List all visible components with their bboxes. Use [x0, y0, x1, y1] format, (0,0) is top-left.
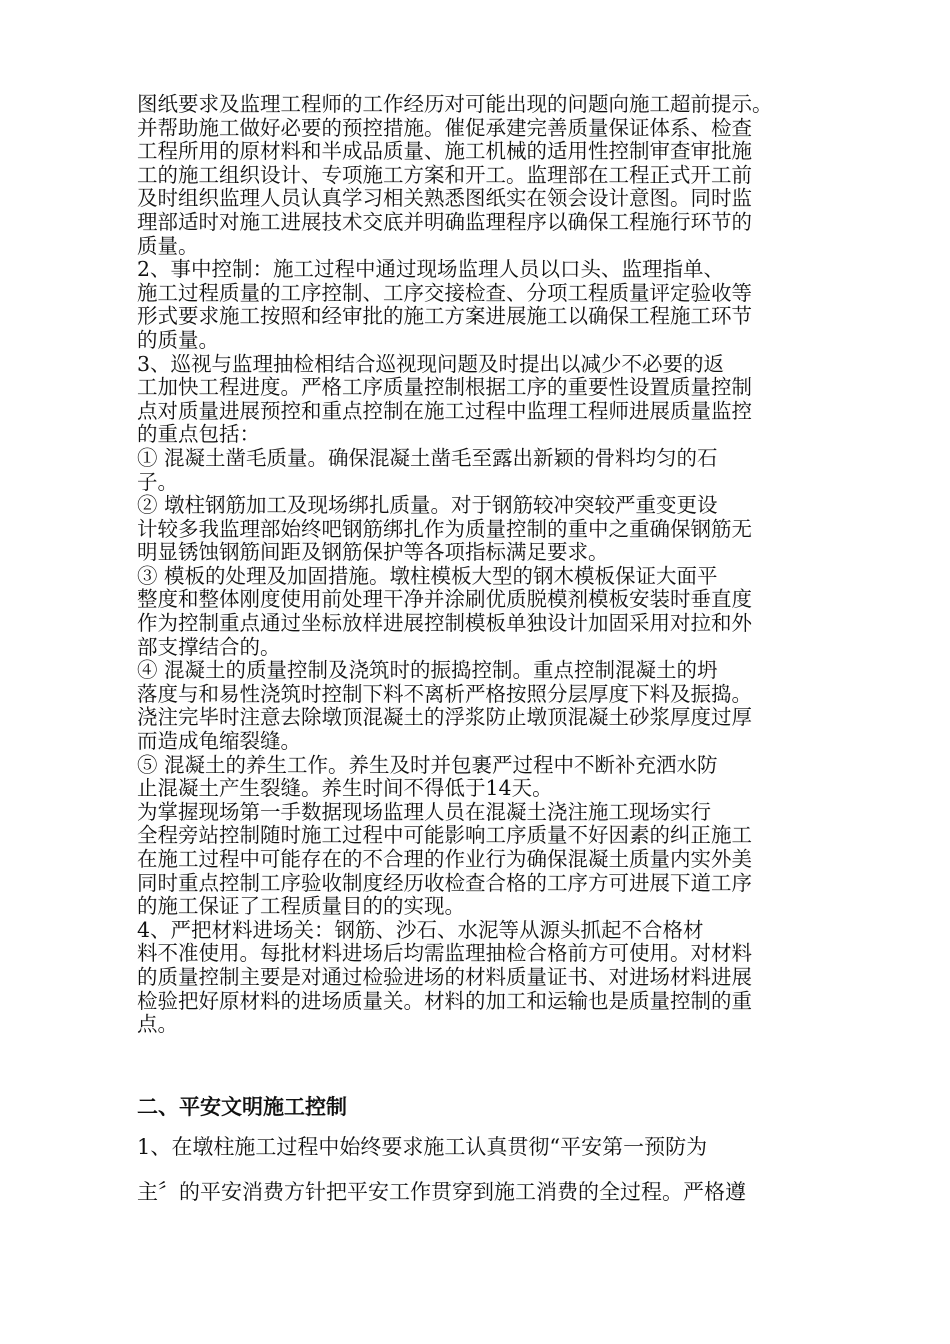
text-line: 落度与和易性浇筑时控制下料不离析严格按照分层厚度下料及振捣。: [137, 682, 752, 706]
text-line: 计较多我监理部始终吧钢筋绑扎作为质量控制的重中之重确保钢筋无: [137, 517, 752, 541]
text-line: 部支撑结合的。: [137, 635, 281, 659]
text-line: 工加快工程进度。严格工序质量控制根据工序的重要性设置质量控制: [137, 376, 752, 400]
text-line: ② 墩柱钢筋加工及现场绑扎质量。对于钢筋较冲突较严重变更设: [137, 494, 718, 518]
text-line: 作为控制重点通过坐标放样进展控制模板单独设计加固采用对拉和外: [137, 612, 752, 636]
text-line: 点。: [137, 1013, 178, 1037]
text-line: 为掌握现场第一手数据现场监理人员在混凝土浇注施工现场实行: [137, 800, 711, 824]
text-line: 整度和整体刚度使用前处理干净并涂刷优质脱模剂模板安装时垂直度: [137, 588, 752, 612]
text-line: ④ 混凝土的质量控制及浇筑时的振捣控制。重点控制混凝土的坍: [137, 659, 718, 683]
text-line: 的质量。: [137, 328, 219, 352]
text-line: 工程所用的原材料和半成品质量、施工机械的适用性控制审查审批施: [137, 140, 752, 164]
text-line: ① 混凝土凿毛质量。确保混凝土凿毛至露出新颖的骨料均匀的石: [137, 446, 718, 470]
text-line: 施工过程质量的工序控制、工序交接检查、分项工程质量评定验收等: [137, 281, 752, 305]
text-line: 的施工保证了工程质量目的的实现。: [137, 895, 465, 919]
text-line: 料不准使用。每批材料进场后均需监理抽检合格前方可使用。对材料: [137, 942, 752, 966]
text-line: 工的施工组织设计、专项施工方案和开工。监理部在工程正式开工前: [137, 163, 752, 187]
text-line: 的质量控制主要是对通过检验进场的材料质量证书、对进场材料进展: [137, 965, 752, 989]
text-line: 理部适时对施工进展技术交底并明确监理程序以确保工程施行环节的: [137, 210, 752, 234]
section-heading: 二、平安文明施工控制: [137, 1095, 347, 1119]
text-line: 质量。: [137, 234, 199, 258]
text-line: 及时组织监理人员认真学习相关熟悉图纸实在领会设计意图。同时监: [137, 187, 752, 211]
section-body-text: [137, 1125, 857, 1215]
text-line: 形式要求施工按照和经审批的施工方案进展施工以确保工程施工环节: [137, 305, 752, 329]
text-line: 1、在墩柱施工过程中始终要求施工认真贯彻“平安第一预防为: [137, 1135, 708, 1159]
body-text: [137, 93, 857, 1037]
text-line: 止混凝土产生裂缝。养生时间不得低于14天。: [137, 777, 553, 801]
text-line: 检验把好原材料的进场质量关。材料的加工和运输也是质量控制的重: [137, 989, 752, 1013]
text-line: 3、巡视与监理抽检相结合巡视现问题及时提出以减少不必要的返: [137, 352, 725, 376]
text-line: 而造成龟缩裂缝。: [137, 730, 301, 754]
text-line: 浇注完毕时注意去除墩顶混凝土的浮浆防止墩顶混凝土砂浆厚度过厚: [137, 706, 752, 730]
text-line: 同时重点控制工序验收制度经历收检查合格的工序方可进展下道工序: [137, 871, 752, 895]
text-line: 明显锈蚀钢筋间距及钢筋保护等各项指标满足要求。: [137, 541, 609, 565]
text-line: ⑤ 混凝土的养生工作。养生及时并包裹严过程中不断补充洒水防: [137, 753, 718, 777]
text-line: ③ 模板的处理及加固措施。墩柱模板大型的钢木模板保证大面平: [137, 564, 718, 588]
text-line: 主〞的平安消费方针把平安工作贯穿到施工消费的全过程。严格遵: [137, 1180, 746, 1204]
text-line: 并帮助施工做好必要的预控措施。催促承建完善质量保证体系、检查: [137, 116, 752, 140]
text-line: 全程旁站控制随时施工过程中可能影响工序质量不好因素的纠正施工: [137, 824, 752, 848]
text-line: 在施工过程中可能存在的不合理的作业行为确保混凝土质量内实外美: [137, 848, 752, 871]
text-line: 图纸要求及监理工程师的工作经历对可能出现的问题向施工超前提示。: [137, 93, 773, 116]
text-line: 子。: [137, 470, 178, 494]
text-line: 点对质量进展预控和重点控制在施工过程中监理工程师进展质量监控: [137, 399, 752, 423]
text-line: 2、事中控制：施工过程中通过现场监理人员以口头、监理指单、: [137, 258, 725, 282]
text-line: 的重点包括：: [137, 423, 260, 447]
text-line: 4、严把材料进场关：钢筋、沙石、水泥等从源头抓起不合格材: [137, 918, 704, 942]
